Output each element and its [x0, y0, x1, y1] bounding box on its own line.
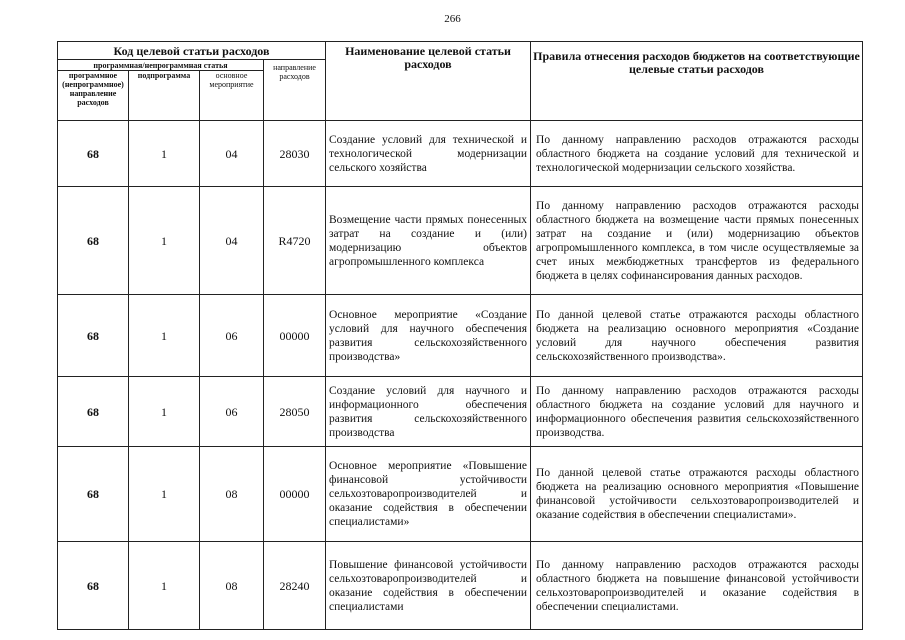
cell-subprogram: 1 — [129, 121, 200, 187]
cell-event: 04 — [200, 121, 264, 187]
cell-program: 68 — [58, 187, 129, 295]
cell-name: Основное мероприятие «Создание условий для научного обеспечения развития сельскохозяйственного производства» — [326, 295, 531, 377]
header-program-group: программная/непрограммная статья — [58, 60, 264, 71]
cell-name: Создание условий для научного и информационного обеспечения развития сельскохозяйственного производства — [326, 377, 531, 447]
cell-name: Повышение финансовой устойчивости сельхозтоваропроизводителей и оказание содействия в обеспечении специалистами — [326, 542, 531, 630]
header-name-column: Наименование целевой статьи расходов — [326, 42, 531, 121]
header-event-column: основное мероприятие — [200, 71, 264, 121]
table-row — [58, 377, 863, 447]
cell-name: Основное мероприятие «Повышение финансовой устойчивости сельхозтоваропроизводителей и оказание содействия в обеспечении специалистами» — [326, 447, 531, 542]
page-number: 266 — [444, 13, 461, 25]
cell-direction: R4720 — [264, 187, 326, 295]
cell-event: 04 — [200, 187, 264, 295]
cell-event: 06 — [200, 377, 264, 447]
cell-subprogram: 1 — [129, 295, 200, 377]
cell-rule: По данному направлению расходов отражаются расходы областного бюджета на возмещение части прямых понесенных затрат на создание и (или) модернизацию объектов агропромышленного комплекса, в том числе осуществляемые за счет иных межбюджетных трансфертов из федерального бюджета в целях софинансирования данных расходов. — [531, 187, 863, 295]
cell-subprogram: 1 — [129, 447, 200, 542]
cell-program: 68 — [58, 542, 129, 630]
header-rule-column: Правила отнесения расходов бюджетов на соответствующие целевые статьи расходов — [531, 42, 863, 121]
table-row — [58, 447, 863, 542]
cell-direction: 00000 — [264, 295, 326, 377]
cell-rule: По данному направлению расходов отражаются расходы областного бюджета на создание условий для технической и технологической модернизации сельского хозяйства. — [531, 121, 863, 187]
header-direction-column: направление расходов — [264, 60, 326, 121]
cell-event: 06 — [200, 295, 264, 377]
table-row — [58, 542, 863, 630]
cell-program: 68 — [58, 447, 129, 542]
table-row — [58, 121, 863, 187]
cell-direction: 28050 — [264, 377, 326, 447]
cell-name: Создание условий для технической и технологической модернизации сельского хозяйства — [326, 121, 531, 187]
header-subprogram-column: подпрограмма — [129, 71, 200, 121]
budget-classification-table — [57, 41, 863, 630]
cell-direction: 00000 — [264, 447, 326, 542]
table-row — [58, 187, 863, 295]
cell-rule: По данному направлению расходов отражаются расходы областного бюджета на создание условий для научного и информационного обеспечения развития сельскохозяйственного производства. — [531, 377, 863, 447]
header-program-column: программное (непрограммное) направление расходов — [58, 71, 129, 121]
cell-program: 68 — [58, 377, 129, 447]
table-row — [58, 295, 863, 377]
cell-name: Возмещение части прямых понесенных затрат на создание и (или) модернизацию объектов агропромышленного комплекса — [326, 187, 531, 295]
cell-program: 68 — [58, 295, 129, 377]
cell-event: 08 — [200, 542, 264, 630]
cell-event: 08 — [200, 447, 264, 542]
header-code-group: Код целевой статьи расходов — [58, 42, 326, 60]
cell-rule: По данному направлению расходов отражаются расходы областного бюджета на повышение финансовой устойчивости сельхозтоваропроизводителей и оказание содействия в обеспечении специалистами. — [531, 542, 863, 630]
cell-program: 68 — [58, 121, 129, 187]
cell-subprogram: 1 — [129, 187, 200, 295]
cell-subprogram: 1 — [129, 542, 200, 630]
cell-rule: По данной целевой статье отражаются расходы областного бюджета на реализацию основного мероприятия «Повышение финансовой устойчивости сельхозтоваропроизводителей и оказание содействия в обеспечении специалистами». — [531, 447, 863, 542]
cell-subprogram: 1 — [129, 377, 200, 447]
cell-direction: 28030 — [264, 121, 326, 187]
cell-rule: По данной целевой статье отражаются расходы областного бюджета на реализацию основного мероприятия «Создание условий для научного обеспечения развития сельскохозяйственного производства». — [531, 295, 863, 377]
cell-direction: 28240 — [264, 542, 326, 630]
